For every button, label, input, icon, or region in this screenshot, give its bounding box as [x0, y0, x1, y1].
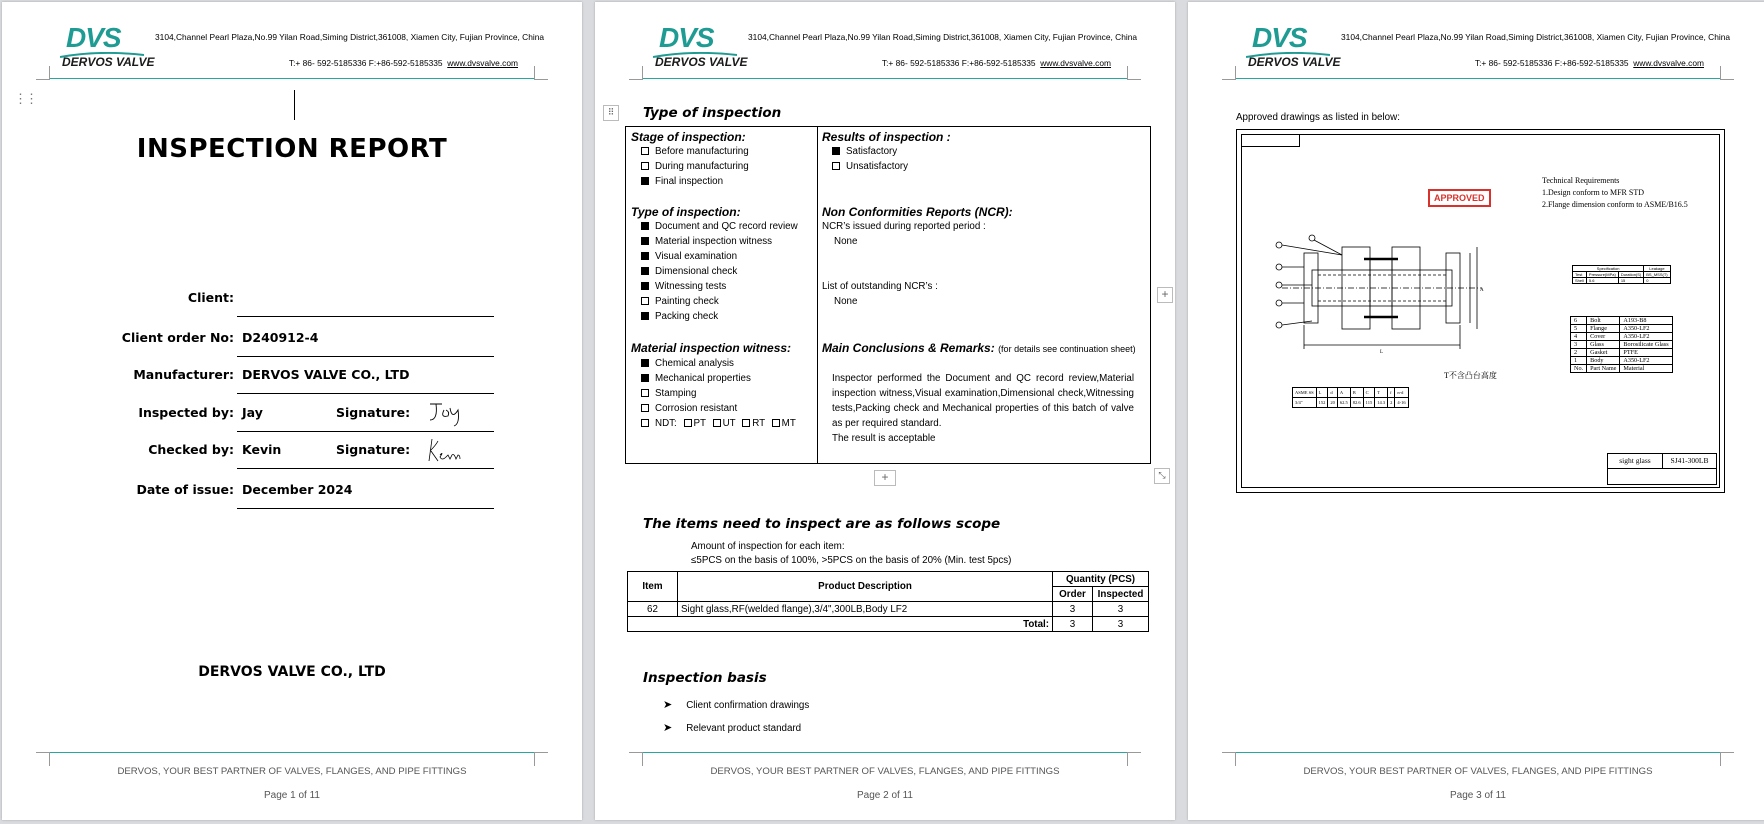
footer-divider [643, 752, 1127, 753]
header-address: 3104,Channel Pearl Plaza,No.99 Yilan Road,Siming District,361008, Xiamen City, Fujian Province, China [748, 32, 1138, 42]
spec-table: Specification Leakage Test Pressure(MPa) Duration(S) BS_MSS(T) Shell 5.6 15 0 [1572, 265, 1671, 284]
inspected-value[interactable]: Jay [242, 405, 263, 420]
checkbox-ut-icon[interactable] [713, 419, 721, 427]
drawing-note: T不含凸台高度 [1444, 371, 1497, 380]
margin-corner [1222, 752, 1236, 766]
cell-item[interactable]: 62 [628, 602, 678, 617]
arrow-bullet-icon: ➤ [663, 699, 673, 711]
signature-jay-icon [426, 398, 466, 428]
cell-inspected[interactable]: 3 [1093, 602, 1149, 617]
dimensions-table: ASME SS L d A B C T f n-d 3/4" 152 20 62.5 82.6 115 14.3 2 4-16 [1292, 387, 1409, 408]
inspection-table [625, 126, 1151, 464]
signature-kevin-icon [426, 435, 466, 465]
amount-line-2: ≤5PCS on the basis of 100%, >5PCS on the basis of 20% (Min. test 5pcs) [691, 555, 1012, 566]
header-divider [1236, 78, 1720, 79]
approved-note: Approved drawings as listed in below: [1236, 112, 1400, 123]
client-row [42, 277, 494, 317]
signature-label: Signature: [336, 405, 411, 420]
checkbox-final-inspection[interactable]: Final inspection [641, 176, 723, 188]
company-logo [58, 22, 158, 68]
checkbox-dimensional-check[interactable]: Dimensional check [641, 266, 737, 278]
checkbox-chemical-analysis[interactable]: Chemical analysis [641, 358, 734, 370]
checkbox-checked-icon [832, 147, 840, 155]
logo-text: DERVOS VALVE [1248, 55, 1341, 69]
approved-stamp: APPROVED [1428, 189, 1491, 207]
checkbox-icon [641, 419, 649, 427]
checkbox-checked-icon [641, 267, 649, 275]
company-logo [651, 22, 751, 68]
svg-text:L: L [1380, 350, 1384, 355]
checked-label: Checked by: [148, 442, 234, 457]
header-divider [50, 78, 534, 79]
ncr-outstanding-label: List of outstanding NCR’s : [822, 281, 938, 292]
contact-phone: T:+ 86- 592-5185336 F:+86-592-5185335 [288, 58, 443, 68]
client-label: Client: [187, 290, 234, 305]
conclusion-result: The result is acceptable [832, 433, 936, 444]
conclusion-heading: Main Conclusions & Remarks: (for details see continuation sheet) [822, 341, 1136, 355]
margin-corner [1720, 66, 1734, 80]
margin-corner [36, 752, 50, 766]
margin-corner [629, 752, 643, 766]
checkbox-icon [641, 389, 649, 397]
logo-text: DERVOS VALVE [655, 55, 748, 69]
footer-slogan: DERVOS, YOUR BEST PARTNER OF VALVES, FLANGES, AND PIPE FITTINGS [710, 766, 1060, 777]
checkbox-icon [832, 162, 840, 170]
margin-corner [534, 66, 548, 80]
checkbox-painting-check[interactable]: Painting check [641, 296, 719, 308]
cell-order[interactable]: 3 [1053, 602, 1093, 617]
checkbox-checked-icon [641, 374, 649, 382]
header-address: 3104,Channel Pearl Plaza,No.99 Yilan Road,Siming District,361008, Xiamen City, Fujian Province, China [1341, 32, 1731, 42]
ncr-heading: Non Conformities Reports (NCR): [822, 205, 1013, 219]
page-3 [1188, 2, 1764, 820]
total-order: 3 [1053, 617, 1093, 632]
checkbox-mt-icon[interactable] [772, 419, 780, 427]
logo-mark: DVS [659, 22, 714, 53]
total-row [628, 617, 1149, 632]
margin-corner [1127, 752, 1141, 766]
material-heading: Material inspection witness: [631, 341, 792, 355]
column-divider [817, 127, 818, 463]
scope-title: The items need to inspect are as follows scope [643, 516, 1001, 532]
conclusion-note: (for details see continuation sheet) [998, 344, 1136, 354]
checkbox-before-manufacturing[interactable]: Before manufacturing [641, 146, 749, 158]
margin-corner [1720, 752, 1734, 766]
order-row [42, 317, 494, 357]
checkbox-satisfactory[interactable]: Satisfactory [832, 146, 897, 158]
checkbox-corrosion-resistant[interactable]: Corrosion resistant [641, 403, 737, 415]
basis-title: Inspection basis [643, 670, 767, 686]
col-order: Order [1053, 587, 1093, 602]
checkbox-during-manufacturing[interactable]: During manufacturing [641, 161, 749, 173]
checked-row [42, 429, 494, 469]
page-number: Page 3 of 11 [1450, 790, 1506, 801]
items-table [627, 571, 1149, 632]
page-1 [2, 2, 582, 820]
results-heading: Results of inspection : [822, 130, 951, 144]
amount-line-1: Amount of inspection for each item: [691, 541, 845, 552]
checkbox-checked-icon [641, 312, 649, 320]
total-inspected: 3 [1093, 617, 1149, 632]
checkbox-unsatisfactory[interactable]: Unsatisfactory [832, 161, 908, 173]
inspected-row [42, 392, 494, 432]
header-divider [643, 78, 1127, 79]
checkbox-checked-icon [641, 359, 649, 367]
page-number: Page 2 of 11 [857, 790, 913, 801]
stage-heading: Stage of inspection: [631, 130, 746, 144]
checkbox-document-review[interactable]: Document and QC record review [641, 221, 798, 233]
checkbox-icon [641, 297, 649, 305]
margin-corner [36, 66, 50, 80]
arrow-bullet-icon: ➤ [663, 722, 673, 734]
checkbox-material-witness[interactable]: Material inspection witness [641, 236, 772, 248]
drawing-name: sight glass [1608, 454, 1663, 469]
margin-corner [629, 66, 643, 80]
resize-table-icon[interactable]: ⤡ [1154, 468, 1170, 484]
total-label: Total: [628, 617, 1053, 632]
cell-description[interactable]: Sight glass,RF(welded flange),3/4",300LB,Body LF2 [678, 602, 1053, 617]
report-title: INSPECTION REPORT [136, 134, 448, 164]
inspected-label: Inspected by: [138, 405, 234, 420]
checkbox-visual-examination[interactable]: Visual examination [641, 251, 737, 263]
footer-divider [1236, 752, 1720, 753]
website-link[interactable]: www.dvsvalve.com [1633, 58, 1704, 68]
ncr-issued-label: NCR’s issued during reported period : [822, 221, 986, 232]
checkbox-icon [641, 404, 649, 412]
type-heading: Type of inspection: [631, 205, 741, 219]
order-label: Client order No: [121, 330, 234, 345]
margin-corner [534, 752, 548, 766]
margin-corner [1127, 66, 1141, 80]
col-item: Item [628, 572, 678, 602]
date-value[interactable]: December 2024 [242, 482, 353, 497]
manufacturer-row [42, 354, 494, 394]
text-cursor [294, 90, 295, 120]
table-row [628, 602, 1149, 617]
drawing-code: SJ41-300LB [1663, 454, 1716, 469]
contact-phone: T:+ 86- 592-5185336 F:+86-592-5185335 [1474, 58, 1629, 68]
checkbox-ndt[interactable]: NDT: PT UT RT MT [641, 418, 796, 430]
checkbox-checked-icon [641, 282, 649, 290]
underline [237, 508, 494, 509]
col-inspected: Inspected [1093, 587, 1149, 602]
col-description: Product Description [678, 572, 1053, 602]
parts-table: 6 Bolt A193-B8 5 Flange A350-LF2 4 Cover A350-LF2 3 Glass Borosilicate Glass 2 Gasket PTFE 1 Body A350-LF2 No. Part Name Material [1570, 316, 1673, 373]
col-quantity: Quantity (PCS) [1053, 572, 1149, 587]
approved-drawing[interactable] [1236, 129, 1725, 493]
checkbox-rt-icon[interactable] [742, 419, 750, 427]
date-row [42, 469, 494, 509]
signature-label: Signature: [336, 442, 411, 457]
date-label: Date of issue: [136, 482, 234, 497]
company-logo [1244, 22, 1344, 68]
technical-requirements: Technical Requirements 1.Design conform to MFR STD 2.Flange dimension conform to ASME/B16.5 [1542, 176, 1688, 209]
company-name: DERVOS VALVE CO., LTD [198, 664, 386, 680]
basis-item: ➤ Client confirmation drawings [663, 699, 810, 711]
logo-mark: DVS [66, 22, 121, 53]
checked-value[interactable]: Kevin [242, 442, 282, 457]
add-column-icon[interactable]: + [1157, 287, 1173, 303]
page-2 [595, 2, 1175, 820]
conclusion-text: Inspector performed the Document and QC record review,Material inspection witness,Visual examination,Dimensional check,Witnessing tests,Packing check and Mechanical properties of this batch of valve as per required standard. The result is acceptable [832, 373, 1134, 444]
drawing-frame [1241, 134, 1720, 488]
footer-slogan: DERVOS, YOUR BEST PARTNER OF VALVES, FLANGES, AND PIPE FITTINGS [117, 766, 467, 777]
footer-slogan: DERVOS, YOUR BEST PARTNER OF VALVES, FLANGES, AND PIPE FITTINGS [1303, 766, 1653, 777]
margin-corner [1222, 66, 1236, 80]
checkbox-checked-icon [641, 177, 649, 185]
page-number: Page 1 of 11 [264, 790, 320, 801]
order-value[interactable]: D240912-4 [242, 330, 319, 345]
add-row-icon[interactable]: + [874, 470, 896, 486]
header-contact [289, 58, 518, 68]
ncr-outstanding-value: None [834, 296, 858, 307]
ncr-issued-value: None [834, 236, 858, 247]
header-address: 3104,Channel Pearl Plaza,No.99 Yilan Road,Siming District,361008, Xiamen City, Fujian Province, China [155, 32, 545, 42]
checkbox-pt-icon[interactable] [684, 419, 692, 427]
checkbox-packing-check[interactable]: Packing check [641, 311, 718, 323]
checkbox-mechanical-properties[interactable]: Mechanical properties [641, 373, 751, 385]
checkbox-checked-icon [641, 237, 649, 245]
contact-phone: T:+ 86- 592-5185336 F:+86-592-5185335 [881, 58, 1036, 68]
logo-text: DERVOS VALVE [62, 55, 155, 69]
checkbox-checked-icon [641, 222, 649, 230]
checkbox-icon [641, 147, 649, 155]
table-move-handle-icon[interactable]: ⠿ [603, 105, 619, 121]
footer-divider [50, 752, 534, 753]
checkbox-stamping[interactable]: Stamping [641, 388, 696, 400]
checkbox-witnessing-tests[interactable]: Witnessing tests [641, 281, 726, 293]
svg-text:A: A [1480, 288, 1484, 293]
header-contact [1475, 58, 1704, 68]
website-link[interactable]: www.dvsvalve.com [1040, 58, 1111, 68]
website-link[interactable]: www.dvsvalve.com [447, 58, 518, 68]
basis-item: ➤ Relevant product standard [663, 722, 802, 734]
manufacturer-label: Manufacturer: [133, 367, 234, 382]
header-contact [882, 58, 1111, 68]
manufacturer-value[interactable]: DERVOS VALVE CO., LTD [242, 367, 410, 382]
drag-handle-icon[interactable]: ⋮⋮ [14, 91, 36, 106]
logo-mark: DVS [1252, 22, 1307, 53]
drawing-title-block [1607, 453, 1717, 485]
checkbox-icon [641, 162, 649, 170]
type-of-inspection-title: Type of inspection [643, 105, 782, 121]
checkbox-checked-icon [641, 252, 649, 260]
